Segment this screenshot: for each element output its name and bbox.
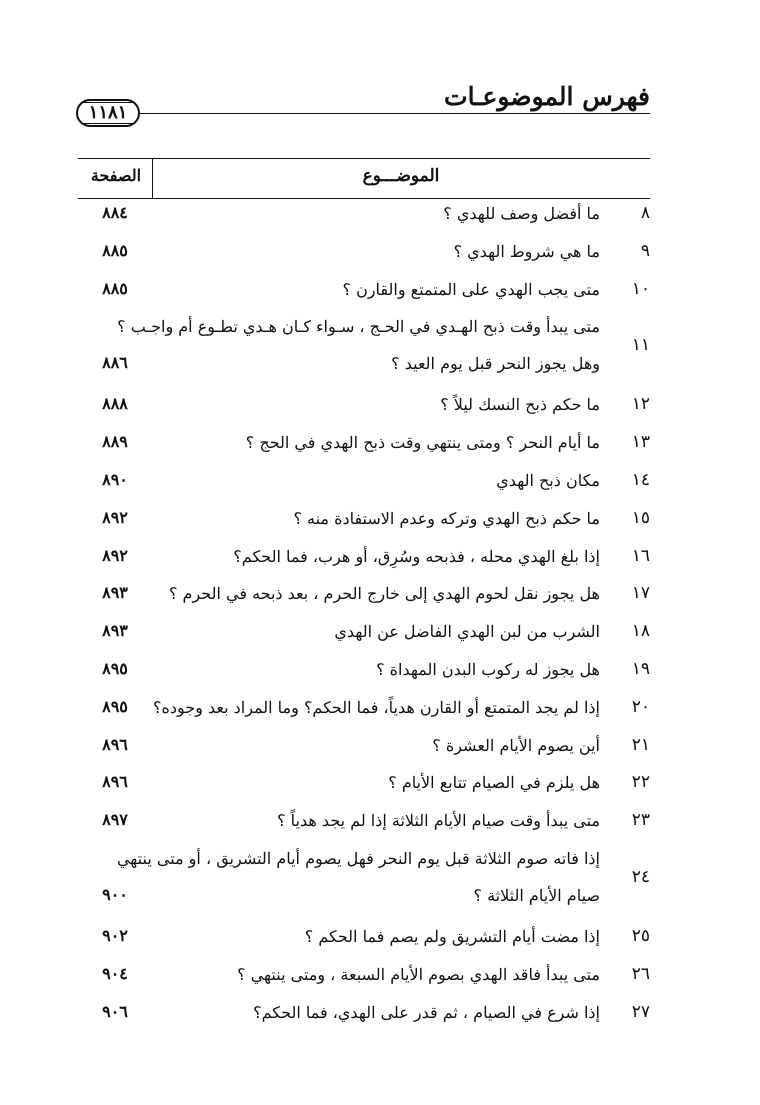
entry-title-line: إذا بلغ الهدي محله ، فذبحه وسُرِق، أو هرب، فما الحكم؟ xyxy=(233,546,600,566)
entry-number: ٢٧ xyxy=(631,1001,650,1022)
entry-title-line: إذا لم يجد المتمتع أو القارن هدياً، فما الحكم؟ وما المراد بعد وجوده؟ xyxy=(153,697,600,717)
header-rule xyxy=(138,113,650,114)
entry-title-line: إذا مضت أيام التشريق ولم يصم فما الحكم ؟ xyxy=(304,927,600,946)
entry-number: ١٦ xyxy=(631,545,650,566)
entry-title-line: متى يبدأ وقت صيام الأيام الثلاثة إذا لم يجد هدياً ؟ xyxy=(277,811,600,831)
entry-title-line: مكان ذبح الهدي xyxy=(496,471,600,490)
entry-number: ٢٣ xyxy=(631,810,650,831)
entry-page-number: ٩٠٠ xyxy=(102,885,128,904)
entry-page-number: ٨٩٥ xyxy=(102,659,128,678)
entry-title-line: هل يجوز له ركوب البدن المهداة ؟ xyxy=(376,660,600,679)
entry-number: ٢٢ xyxy=(631,772,650,793)
entry-page-number: ٨٩٦ xyxy=(102,772,128,792)
entry-page-number: ٨٨٥ xyxy=(102,278,128,298)
entry-title-line: هل يجوز نقل لحوم الهدي إلى خارج الحرم ، بعد ذبحه في الحرم ؟ xyxy=(168,584,600,604)
column-header-subject: الموضـــوع xyxy=(362,166,440,186)
entry-page-number: ٨٨٦ xyxy=(102,353,128,373)
entry-number: ٢٥ xyxy=(631,926,650,946)
entry-page-number: ٨٩٠ xyxy=(102,470,128,489)
entry-number: ٢٠ xyxy=(631,696,650,717)
running-header-title: فهرس الموضوعـات xyxy=(444,82,650,111)
entry-number: ٢٦ xyxy=(631,963,650,984)
entry-title-line: إذا فاته صوم الثلاثة قبل يوم النحر فهل يصوم أيام التشريق ، أو متى ينتهي xyxy=(116,849,600,868)
entry-title-line: صيام الأيام الثلاثة ؟ xyxy=(473,886,600,905)
entry-title-line: متى يجب الهدي على المتمتع والقارن ؟ xyxy=(342,279,600,299)
entry-page-number: ٨٩٥ xyxy=(102,696,128,716)
entry-number: ١٠ xyxy=(631,278,650,299)
entry-title-line: ما حكم ذبح الهدي وتركه وعدم الاستفادة منه ؟ xyxy=(293,508,600,528)
table-header-top-rule xyxy=(78,158,650,159)
entry-page-number: ٩٠٤ xyxy=(102,963,128,983)
entry-title-line: الشرب من لبن الهدي الفاضل عن الهدي xyxy=(334,622,600,642)
entry-page-number: ٨٨٨ xyxy=(102,394,128,414)
entry-number: ١٣ xyxy=(631,432,650,453)
entry-title-line: ما أيام النحر ؟ ومتى ينتهي وقت ذبح الهدي في الحج ؟ xyxy=(245,433,600,453)
entry-number: ١٨ xyxy=(631,621,650,642)
entry-title-line: متى يبدأ فاقد الهدي بصوم الأيام السبعة ، ومتى ينتهي ؟ xyxy=(237,964,600,984)
entry-page-number: ٨٩٣ xyxy=(102,583,128,603)
entry-number: ٢٤ xyxy=(631,866,650,887)
entry-number: ١٩ xyxy=(631,659,650,679)
entry-page-number: ٨٩٦ xyxy=(102,734,128,754)
entry-title-line: أين يصوم الأيام العشرة ؟ xyxy=(432,735,600,755)
entry-number: ٩ xyxy=(640,240,650,261)
entry-title-line: متى يبدأ وقت ذبح الهـدي في الحـج ، سـواء كـان هـدي تطـوع أم واجـب ؟ xyxy=(117,317,600,337)
entry-number: ١٤ xyxy=(631,470,650,490)
entry-title-line: ما حكم ذبح النسك ليلاً ؟ xyxy=(440,395,600,415)
entry-page-number: ٩٠٦ xyxy=(102,1001,128,1021)
entry-title-line: إذا شرع في الصيام ، ثم قدر على الهدي، فما الحكم؟ xyxy=(253,1002,600,1022)
entry-title-line: ما أفضل وصف للهدي ؟ xyxy=(443,204,600,223)
entry-page-number: ٨٨٩ xyxy=(102,432,128,452)
entry-number: ٢١ xyxy=(631,734,650,755)
entry-number: ١٥ xyxy=(631,507,650,528)
entry-title-line: ما هي شروط الهدي ؟ xyxy=(453,241,600,261)
entry-title-line: هل يلزم في الصيام تتابع الأيام ؟ xyxy=(388,773,600,793)
column-header-page: الصفحة xyxy=(90,166,142,185)
entry-page-number: ٨٨٤ xyxy=(102,203,128,222)
page-number-badge xyxy=(76,99,140,127)
entry-page-number: ٨٩٢ xyxy=(102,507,128,527)
entry-page-number: ٨٨٥ xyxy=(102,240,128,260)
entry-number: ١٢ xyxy=(631,394,650,415)
table-header-bottom-rule xyxy=(78,198,650,199)
entry-page-number: ٨٩٣ xyxy=(102,621,128,641)
entry-page-number: ٩٠٢ xyxy=(102,926,128,945)
entry-number: ١١ xyxy=(631,334,650,355)
page-number: ١١٨١ xyxy=(81,102,136,124)
entry-title-line: وهل يجوز النحر قبل يوم العيد ؟ xyxy=(391,354,600,374)
entry-page-number: ٨٩٢ xyxy=(102,545,128,565)
entry-page-number: ٨٩٧ xyxy=(102,810,128,830)
entry-number: ١٧ xyxy=(631,583,650,604)
entry-number: ٨ xyxy=(640,203,650,223)
